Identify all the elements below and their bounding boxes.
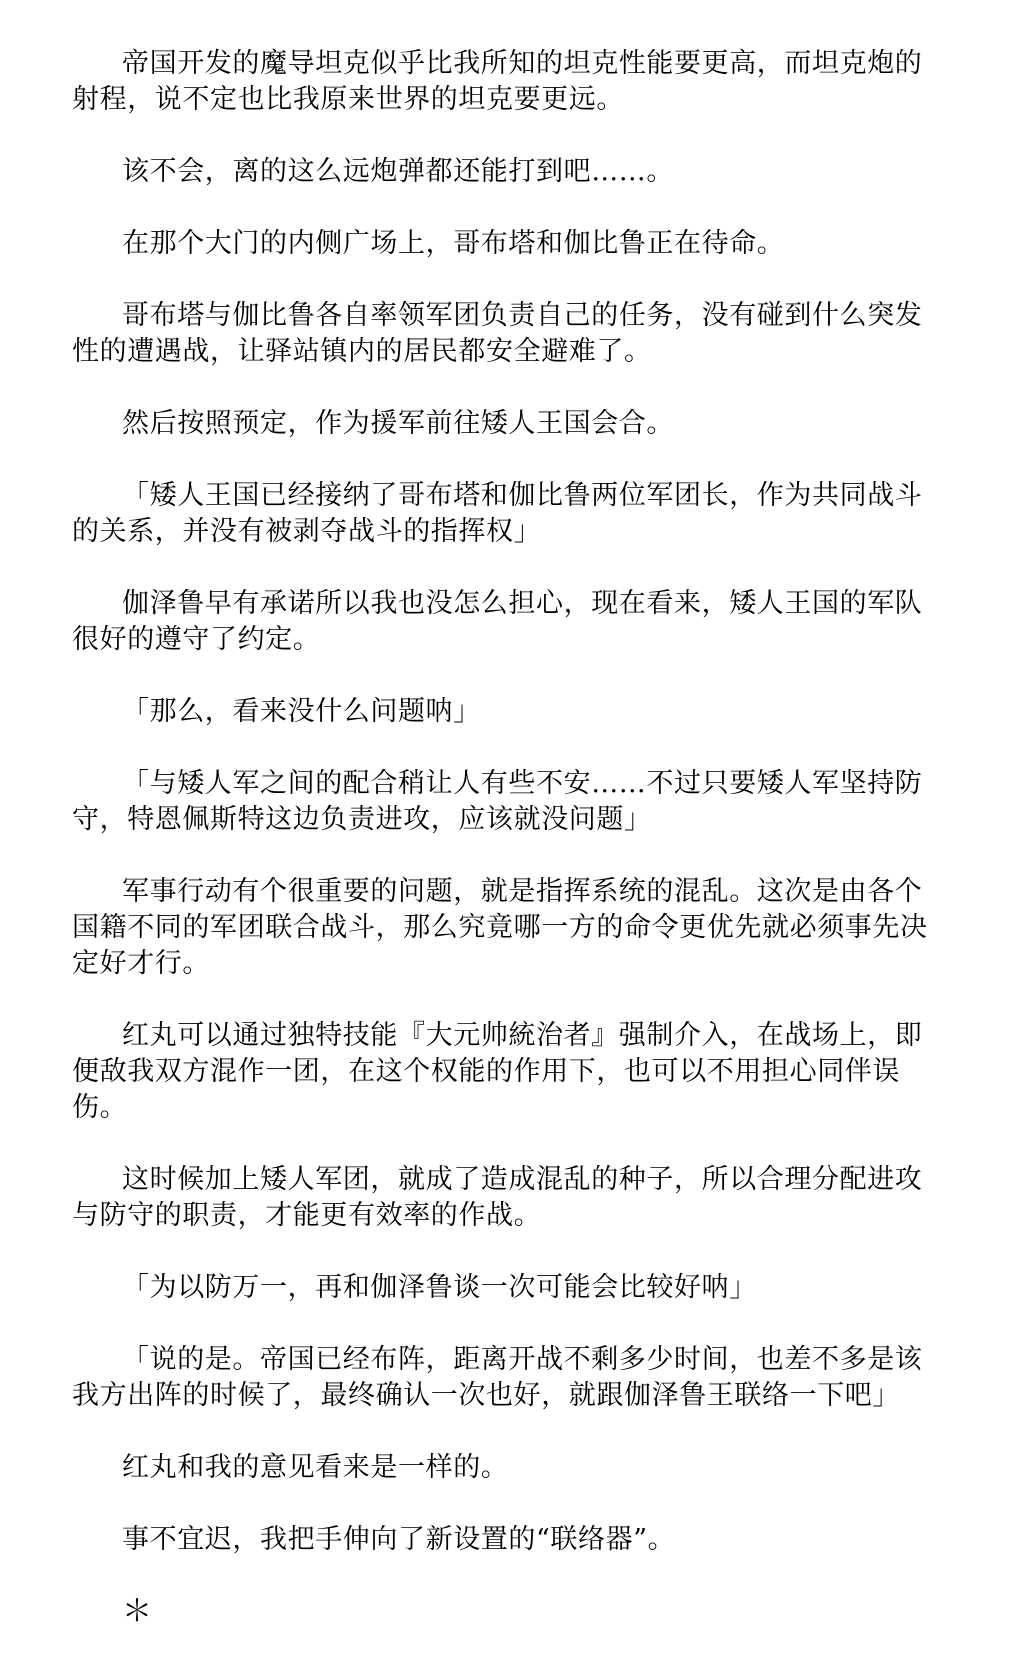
paragraph: 这时候加上矮人军团，就成了造成混乱的种子，所以合理分配进攻与防守的职责，才能更有效率的作战。 [72,1164,923,1231]
text-body [72,46,936,1666]
paragraph: 「矮人王国已经接纳了哥布塔和伽比鲁两位军团长，作为共同战斗的关系，并没有被剥夺战斗的指挥权」 [72,480,923,547]
paragraph: 「那么，看来没什么问题呐」 [122,696,481,727]
paragraph: 红丸可以通过独特技能『大元帅統治者』强制介入，在战场上，即便敌我双方混作一团，在这个权能的作用下，也可以不用担心同伴误伤。 [72,1020,923,1123]
paragraph: 帝国开发的魔导坦克似乎比我所知的坦克性能要更高，而坦克炮的射程，说不定也比我原来世界的坦克要更远。 [72,48,923,115]
paragraph: 然后按照预定，作为援军前往矮人王国会合。 [122,408,674,439]
paragraph: 「为以防万一，再和伽泽鲁谈一次可能会比较好呐」 [122,1272,757,1303]
scene-break-asterisk: ＊ [122,1594,153,1629]
paragraph: 伽泽鲁早有承诺所以我也没怎么担心，现在看来，矮人王国的军队很好的遵守了约定。 [72,588,923,655]
paragraph: 「说的是。帝国已经布阵，距离开战不剩多少时间，也差不多是该我方出阵的时候了，最终确认一次也好，就跟伽泽鲁王联络一下吧」 [72,1344,923,1411]
paragraph: 事不宜迟，我把手伸向了新设置的“联络器”。 [122,1524,676,1555]
paragraph: 军事行动有个很重要的问题，就是指挥系统的混乱。这次是由各个国籍不同的军团联合战斗，那么究竟哪一方的命令更优先就必须事先决定好才行。 [72,876,928,979]
paragraph: 在那个大门的内侧广场上，哥布塔和伽比鲁正在待命。 [122,228,785,259]
paragraph: 哥布塔与伽比鲁各自率领军团负责自己的任务，没有碰到什么突发性的遭遇战，让驿站镇内的居民都安全避难了。 [72,300,923,367]
paragraph: 该不会，离的这么远炮弹都还能打到吧……。 [122,156,674,187]
paragraph: 红丸和我的意见看来是一样的。 [122,1452,509,1483]
paragraph: 「与矮人军之间的配合稍让人有些不安……不过只要矮人军坚持防守，特恩佩斯特这边负责进攻，应该就没问题」 [72,768,923,835]
